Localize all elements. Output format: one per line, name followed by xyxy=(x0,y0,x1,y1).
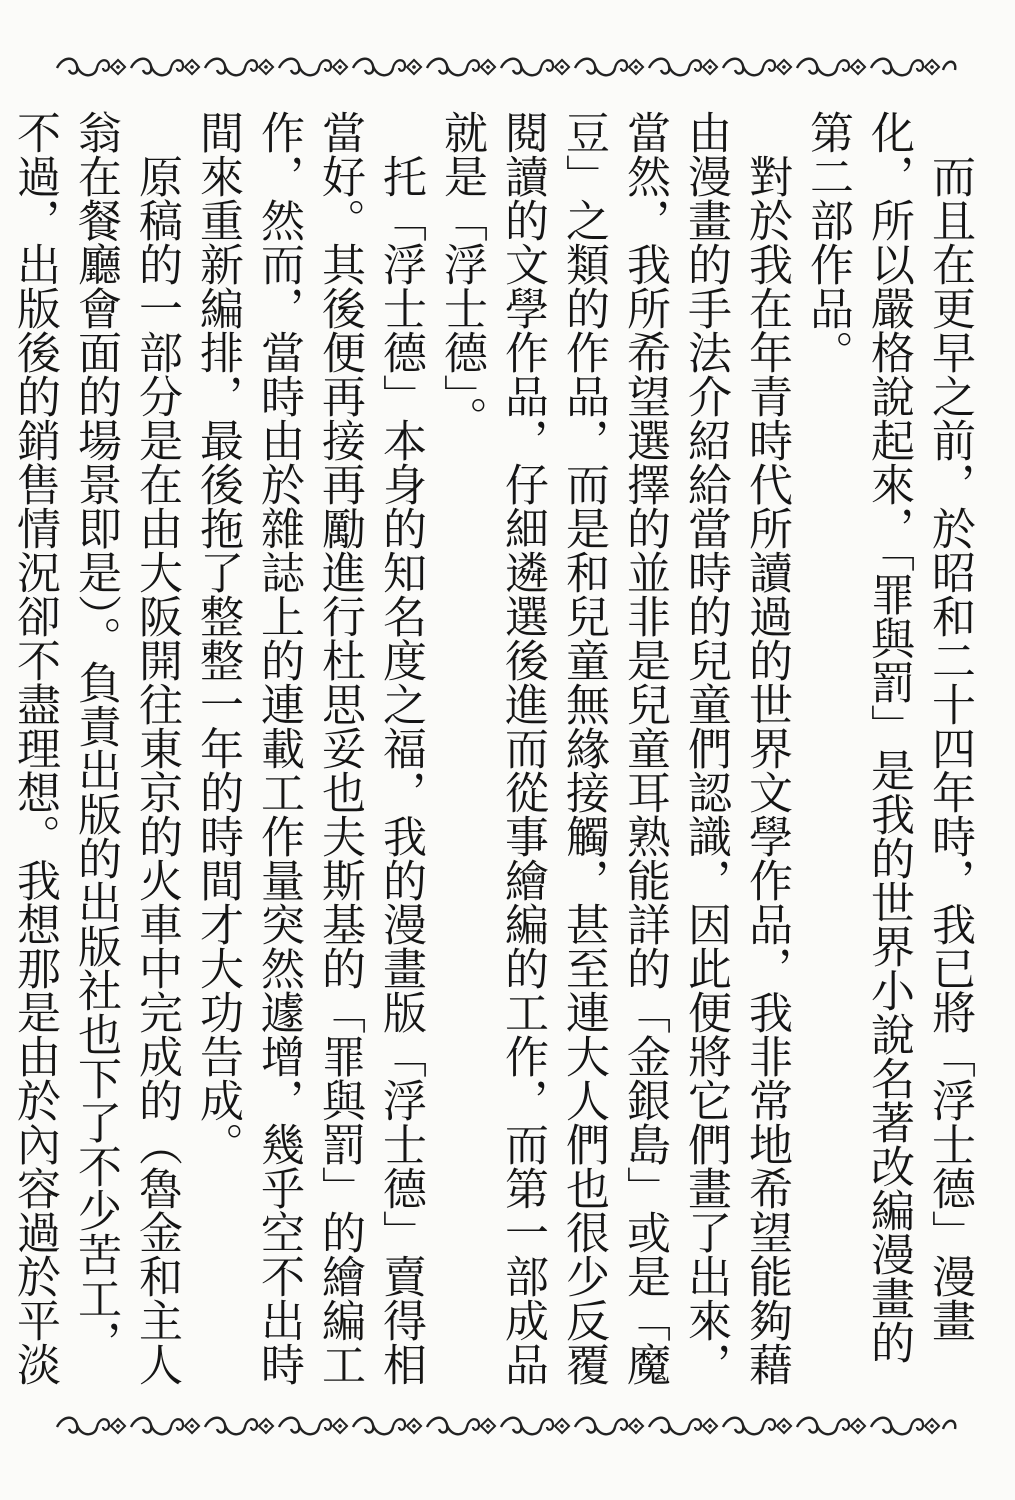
scroll-ornament-icon xyxy=(55,1407,960,1447)
scroll-ornament-icon xyxy=(55,48,960,88)
paragraph-1: 而且在更早之前，於昭和二十四年時，我已將「浮士德」漫畫化，所以嚴格說起來，「罪與罰」是我的世界小說名著改編漫畫的第二部作品。 xyxy=(802,110,975,1364)
paragraph-3: 托「浮士德」本身的知名度之福，我的漫畫版「浮士德」賣得相當好。其後便再接再勵進行杜思妥也夫斯基的「罪與罰」的繪編工作，然而，當時由於雜誌上的連載工作量突然遽增，幾乎空不出時間來重新編排，最後拖了整整一年的時間才大功告成。 xyxy=(192,110,426,1386)
paragraph-4: 原稿的一部分是在由大阪開往東京的火車中完成的（魯金和主人翁在餐廳會面的場景即是）。負責出版的出版社也下了不少苦工，不過，出版後的銷售情況卻不盡理想。我想那是由於內容過於平淡 xyxy=(9,110,182,1386)
paragraph-2: 對於我在年青時代所讀過的世界文學作品，我非常地希望能夠藉由漫畫的手法介紹給當時的兒童們認識，因此便將它們畫了出來，當然，我所希望選擇的並非是兒童耳熟能詳的「金銀島」或是「魔豆」之類的作品，而是和兒童無緣接觸，甚至連大人們也很少反覆閱讀的文學作品，仔細遴選後進而從事繪編的工作，而第一部成品就是「浮士德」。 xyxy=(436,110,792,1386)
bottom-ornamental-border xyxy=(55,1407,960,1447)
top-ornamental-border xyxy=(55,48,960,88)
vertical-text-body xyxy=(9,110,980,1390)
